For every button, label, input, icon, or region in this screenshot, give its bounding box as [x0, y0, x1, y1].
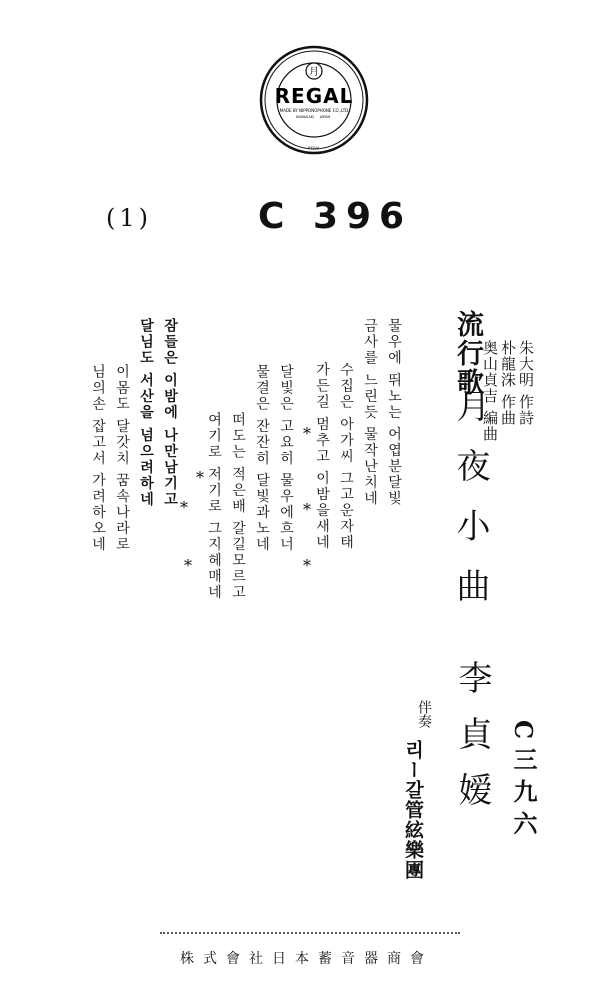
- song-genre: 流行歌: [452, 310, 483, 397]
- lyric-line: 가든길 멈추고 이밤을새네: [314, 362, 330, 551]
- label-emblem: 月: [309, 67, 319, 78]
- label-ring-text: REGAL: [308, 146, 320, 150]
- accompaniment-role: 伴奏: [416, 700, 432, 728]
- song-title: 月夜小曲: [450, 388, 490, 628]
- lyric-line: 금사를 느린듯 물작난치네: [362, 318, 378, 507]
- verse-marker: *: [303, 500, 311, 519]
- verse-marker: *: [303, 556, 311, 575]
- regal-label-graphic: [259, 45, 369, 155]
- verse-marker: *: [303, 424, 311, 443]
- credit-lyricist: 朱大明 作詩: [517, 340, 535, 426]
- singer-name: 李貞嫒: [452, 660, 492, 828]
- accompaniment-name: 리ー갈管絃樂團: [402, 740, 424, 880]
- lyric-line: 수집은 아가씨 그고운자태: [338, 362, 354, 551]
- lyric-line: 물우에 뛰노는 어엽분달빛: [386, 318, 402, 507]
- verse-marker: *: [196, 468, 204, 487]
- lyric-line: 여기로 저기로 그지헤매네: [206, 412, 222, 601]
- lyric-line: 잠들은 이밤에 나만남기고: [162, 318, 178, 508]
- lyric-line: 님의손 잡고서 가려하오네: [90, 364, 106, 553]
- label-country: JAPAN: [319, 115, 331, 119]
- label-brand: REGAL: [274, 84, 354, 108]
- label-maker: MADE BY NIPPONOPHONE CO.,LTD: [279, 108, 349, 113]
- publisher-name: 株式會社日本蓄音器商會: [180, 951, 433, 967]
- credit-arranger: 奥山貞吉 編曲: [481, 340, 499, 442]
- lyric-line: 물결은 잔잔히 달빛과노네: [254, 364, 270, 553]
- verse-marker: *: [184, 556, 192, 575]
- credit-composer: 朴龍洙 作曲: [499, 340, 517, 426]
- lyric-line: 떠도는 적은배 갈길모르고: [230, 412, 246, 601]
- lyric-line: 달님도 서산을 넘으려하네: [138, 318, 154, 508]
- lyric-line: 달빛은 고요히 물우에흐너: [278, 364, 294, 553]
- catalog-number-vertical: C三九六: [509, 720, 538, 844]
- lyric-line: 이몸도 달갓치 꿈속나라로: [114, 364, 130, 553]
- catalog-number: C 396: [258, 196, 413, 237]
- record-label: [259, 45, 369, 155]
- verse-marker: *: [180, 498, 188, 517]
- label-city: KAWASAKI: [295, 115, 315, 119]
- page-number: (1): [106, 204, 152, 232]
- footer-divider: [160, 932, 460, 934]
